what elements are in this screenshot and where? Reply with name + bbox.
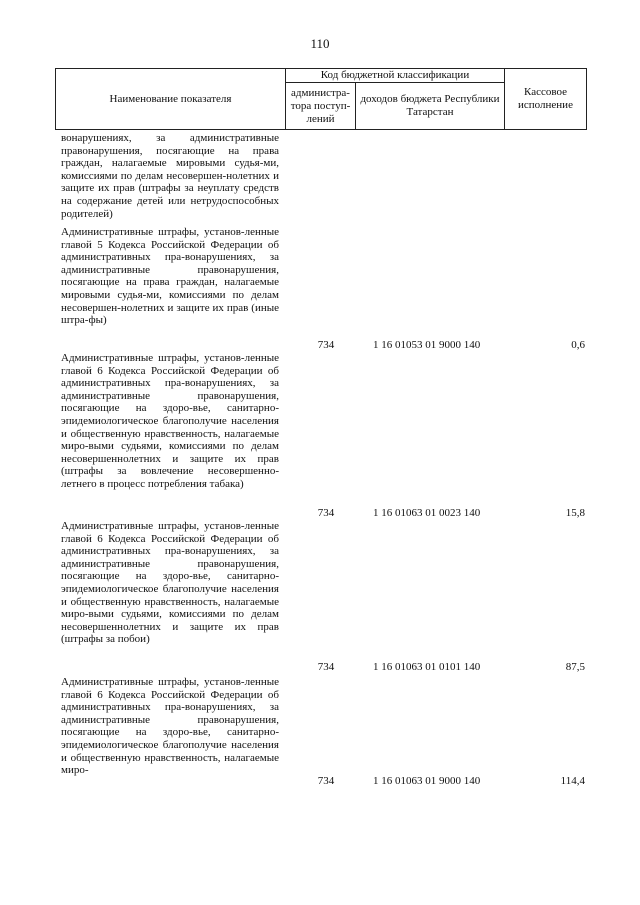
row-admin-code: 734 (317, 507, 335, 519)
row-admin-code: 734 (317, 339, 335, 351)
row-execution: 15,8 (565, 507, 585, 519)
row-income-code: 1 16 01063 01 0101 140 (373, 661, 481, 673)
page-number: 110 (310, 36, 330, 51)
header-name: Наименование показателя (56, 69, 286, 129)
header-execution: Кассовое исполнение (518, 86, 573, 111)
header-admin: администра-тора поступ-лений (286, 83, 356, 129)
row-income-code: 1 16 01063 01 0023 140 (373, 507, 481, 519)
row-text: Административные штрафы, установ-ленные главой 6 Кодекса Российской Федерации об административных пра-вонарушениях, за административные правонарушения, посягающие на здоро-вье, санитарно-эпидемиологическое благополучие населения и общественную нравственность, налагаемые миро-выми судьями, комиссиями по делам несовершеннолетних и защите их прав (штрафы за побои) (61, 520, 279, 646)
row-text: вонарушениях, за административные правонарушения, посягающие на права граждан, налагаемые мировыми судья-ми, комиссиями по делам несовершен-нолетних и защите их прав (штрафы за неуплату средств на содержание детей или нетрудоспособных родителей) (61, 132, 279, 220)
row-execution: 0,6 (571, 339, 585, 351)
row-execution: 87,5 (565, 661, 585, 673)
row-text: Административные штрафы, установ-ленные главой 6 Кодекса Российской Федерации об административных пра-вонарушениях, за административные правонарушения, посягающие на здоро-вье, санитарно-эпидемиологическое благополучие населения и общественную нравственность, налагаемые миро-выми судьями, комиссиями по делам несовершеннолетних и защите их прав (штрафы за вовлечение несовершенно-летнего в процесс потребления табака) (61, 352, 279, 490)
row-income-code: 1 16 01053 01 9000 140 (373, 339, 481, 351)
row-text: Административные штрафы, установ-ленные главой 5 Кодекса Российской Федерации об административных пра-вонарушениях, за административные правонарушения, посягающие на права граждан, налагаемые мировыми судья-ми, комиссиями по делам несовершен-нолетних и защите их прав (иные штра-фы) (61, 226, 279, 327)
table-header (55, 68, 587, 130)
row-text: Административные штрафы, установ-ленные главой 6 Кодекса Российской Федерации об административных пра-вонарушениях, за административные правонарушения, посягающие на здоро-вье, санитарно-эпидемиологическое благополучие населения и общественную нравственность, налагаемые миро- (61, 676, 279, 777)
header-code-group: Код бюджетной классификации (286, 69, 505, 83)
row-execution: 114,4 (560, 775, 585, 787)
row-admin-code: 734 (317, 775, 335, 787)
header-income: доходов бюджета Республики Татарстан (356, 83, 505, 129)
row-income-code: 1 16 01063 01 9000 140 (373, 775, 481, 787)
row-admin-code: 734 (317, 661, 335, 673)
